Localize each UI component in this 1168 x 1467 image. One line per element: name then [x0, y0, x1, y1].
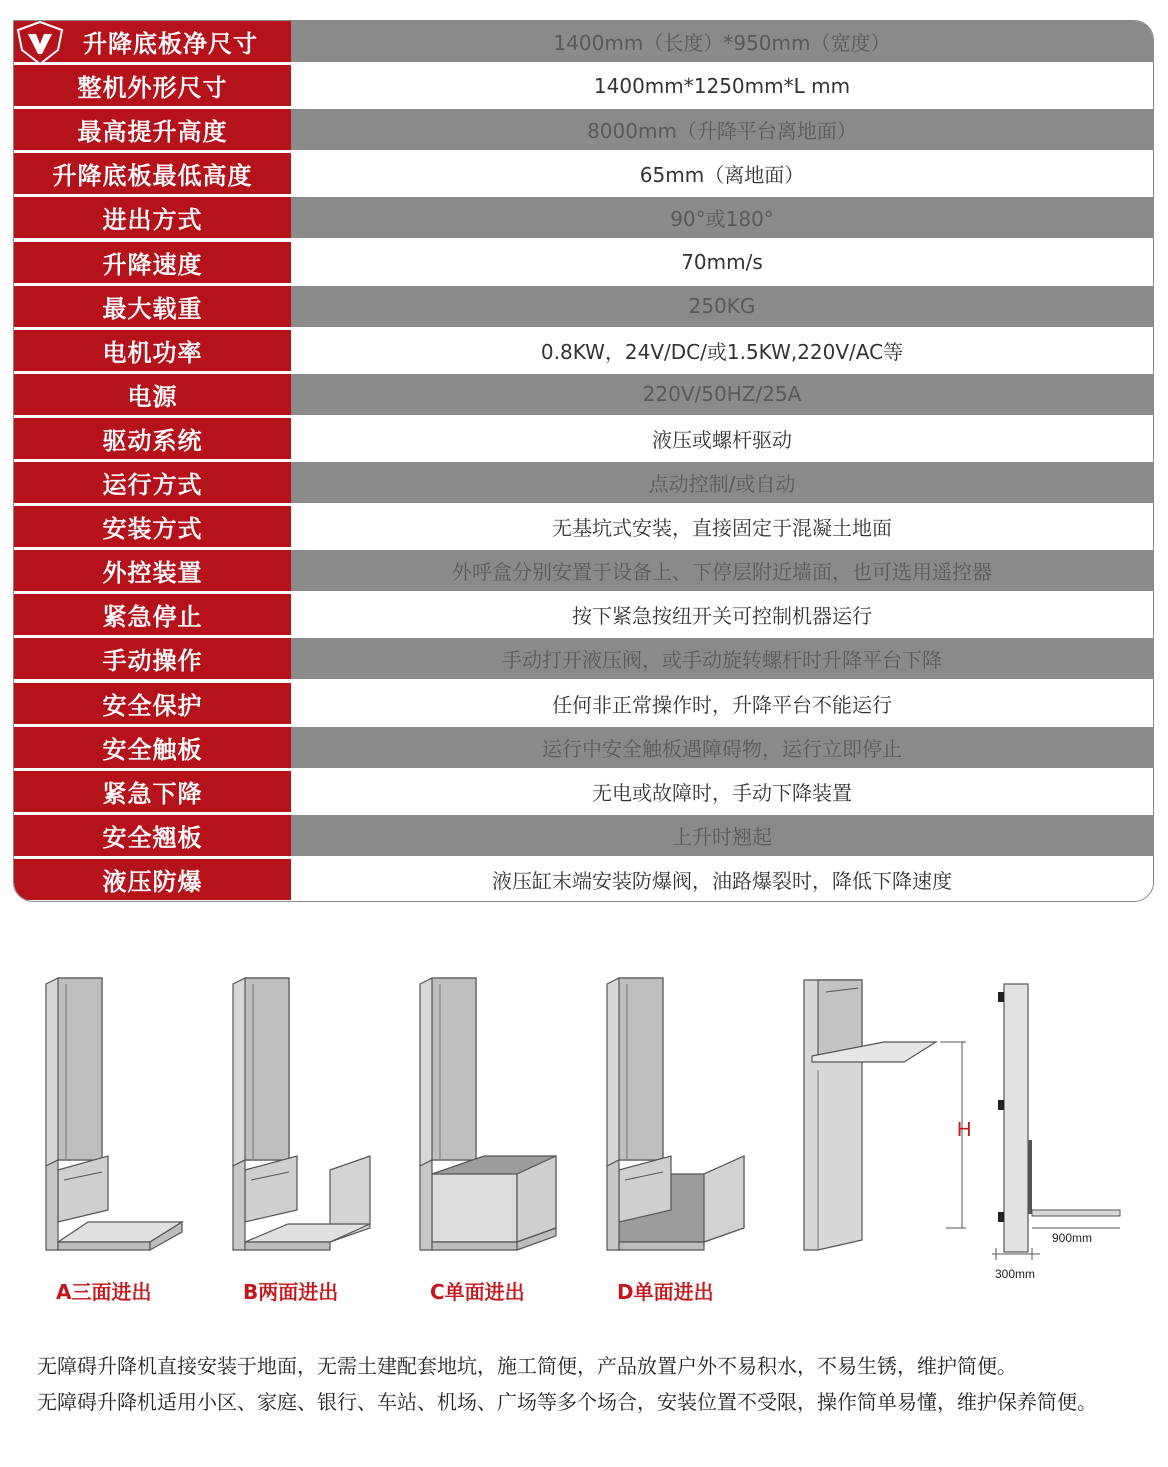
spec-value: 点动控制/或自动 [291, 462, 1153, 503]
spec-row [14, 638, 1153, 679]
spec-table [13, 20, 1154, 902]
figure-elevated-platform [804, 980, 966, 1250]
height-dimension-label: H [957, 1119, 972, 1141]
spec-value: 液压缸末端安装防爆阀，油路爆裂时，降低下降速度 [291, 859, 1153, 900]
caption-b: B两面进出 [243, 1280, 339, 1304]
spec-value: 250KG [291, 286, 1153, 327]
spec-row [14, 683, 1153, 724]
spec-label: 安全触板 [14, 727, 291, 768]
spec-label: 最大载重 [14, 286, 291, 327]
spec-value: 8000mm（升降平台离地面） [291, 109, 1153, 150]
spec-value: 上升时翘起 [291, 815, 1153, 856]
spec-row [14, 65, 1153, 106]
spec-label: 驱动系统 [14, 418, 291, 459]
spec-label: 升降底板净尺寸 [14, 21, 291, 62]
spec-label: 电源 [14, 374, 291, 415]
figure-d-single-side-access [607, 978, 744, 1250]
caption-c: C单面进出 [430, 1280, 525, 1304]
spec-value: 手动打开液压阀，或手动旋转螺杆时升降平台下降 [291, 638, 1153, 679]
spec-row [14, 330, 1153, 371]
spec-label: 紧急下降 [14, 771, 291, 812]
spec-row [14, 859, 1153, 900]
spec-row [14, 197, 1153, 238]
figure-b-two-side-access [233, 978, 370, 1250]
spec-value: 无基坑式安装，直接固定于混凝土地面 [291, 506, 1153, 547]
lift-configuration-illustrations [0, 960, 1168, 1300]
width-dimension-label: 300mm [995, 1267, 1036, 1281]
spec-row [14, 286, 1153, 327]
spec-value: 70mm/s [291, 242, 1153, 283]
spec-value: 按下紧急按纽开关可控制机器运行 [291, 594, 1153, 635]
spec-value: 1400mm*1250mm*L mm [291, 65, 1153, 106]
spec-label: 安全翘板 [14, 815, 291, 856]
figure-c-single-side-access [420, 978, 556, 1250]
figure-side-dimension-view [992, 984, 1120, 1260]
spec-value: 65mm（离地面） [291, 153, 1153, 194]
spec-label: 升降底板最低高度 [14, 153, 291, 194]
spec-row [14, 594, 1153, 635]
spec-value: 任何非正常操作时，升降平台不能运行 [291, 683, 1153, 724]
spec-value: 0.8KW，24V/DC/或1.5KW,220V/AC等 [291, 330, 1153, 371]
spec-label: 进出方式 [14, 197, 291, 238]
spec-row [14, 727, 1153, 768]
caption-a: A三面进出 [56, 1280, 152, 1304]
description-line-1: 无障碍升降机直接安装于地面，无需土建配套地坑，施工简便，产品放置户外不易积水，不易生锈，维护简便。 [37, 1354, 1017, 1378]
spec-label: 整机外形尺寸 [14, 65, 291, 106]
spec-row [14, 506, 1153, 547]
spec-label: 外控装置 [14, 550, 291, 591]
spec-row [14, 374, 1153, 415]
spec-row [14, 418, 1153, 459]
spec-label: 液压防爆 [14, 859, 291, 900]
spec-value: 运行中安全触板遇障碍物，运行立即停止 [291, 727, 1153, 768]
spec-row [14, 771, 1153, 812]
spec-value: 1400mm（长度）*950mm（宽度） [291, 21, 1153, 62]
spec-value: 90°或180° [291, 197, 1153, 238]
spec-row [14, 153, 1153, 194]
depth-dimension-label: 900mm [1052, 1231, 1093, 1245]
spec-label: 电机功率 [14, 330, 291, 371]
spec-value: 液压或螺杆驱动 [291, 418, 1153, 459]
spec-value: 220V/50HZ/25A [291, 374, 1153, 415]
spec-label: 最高提升高度 [14, 109, 291, 150]
caption-d: D单面进出 [617, 1280, 714, 1304]
spec-label: 安装方式 [14, 506, 291, 547]
spec-label: 运行方式 [14, 462, 291, 503]
spec-row [14, 815, 1153, 856]
spec-row [14, 21, 1153, 62]
spec-row [14, 462, 1153, 503]
spec-value: 无电或故障时，手动下降装置 [291, 771, 1153, 812]
spec-row [14, 242, 1153, 283]
spec-label: 紧急停止 [14, 594, 291, 635]
spec-label: 安全保护 [14, 683, 291, 724]
description-line-2: 无障碍升降机适用小区、家庭、银行、车站、机场、广场等多个场合，安装位置不受限，操作简单易懂，维护保养简便。 [37, 1390, 1097, 1414]
spec-label: 升降速度 [14, 242, 291, 283]
figure-a-three-side-access [46, 978, 182, 1250]
spec-row [14, 550, 1153, 591]
spec-label: 手动操作 [14, 638, 291, 679]
spec-row [14, 109, 1153, 150]
spec-value: 外呼盒分别安置于设备上、下停层附近墙面，也可选用遥控器 [291, 550, 1153, 591]
brand-emblem-icon [14, 20, 66, 66]
